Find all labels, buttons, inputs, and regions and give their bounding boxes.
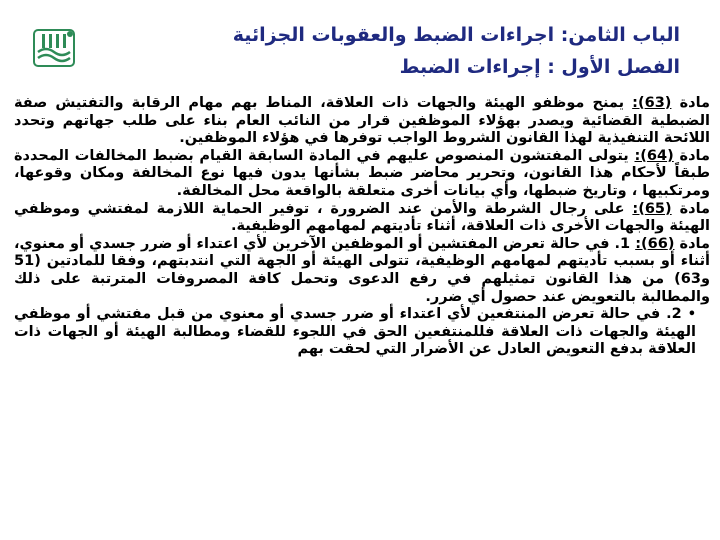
article-63 — [14, 95, 710, 148]
article-text: 1. في حالة تعرض المفتشين أو الموظفين الآخرين لأي اعتداء أو ضرر جسدي أو معنوي، أثناء أو بسبب تأديتهم لمهامهم الوظيفية، تتولى الهيئة أو الجهة التي انتدبتهم، وفقا للمادتين (51 و63) من هذا القانون تمثيلهم في رفع الدعوى وتحمل كافة المصروفات المترتبة على ذلك والمطالبة بالتعويض عند حصول أي ضرر. — [14, 235, 710, 305]
header — [80, 22, 680, 80]
article-number: (63): — [632, 95, 672, 111]
articles-body — [14, 95, 710, 359]
page-title: الباب الثامن: اجراءات الضبط والعقوبات الجزائية — [232, 24, 680, 46]
bullet-marker: • — [687, 307, 696, 323]
article-label: مادة — [679, 200, 710, 217]
article-text: يتولى المفتشون المنصوص عليهم في المادة السابقة القيام بضبط المخالفات المحددة طبقاً لأحكام هذا القانون، وتحرير محاضر ضبط بشأنها يدون فيها نوع المخالفة ومكان وقوعها، ومرتكبيها ، وتاريخ ضبطها، وأي بيانات أخرى متعلقة بالواقعة محل المخالفة. — [14, 147, 710, 199]
emblem-logo-icon — [28, 22, 80, 74]
emblem-logo-svg — [28, 22, 80, 74]
article-label: مادة — [679, 95, 710, 111]
article-number: (64): — [634, 147, 674, 164]
article-number: (65): — [632, 200, 672, 217]
article-text: يمنح موظفو الهيئة والجهات ذات العلاقة، المناط بهم مهام الرقابة والتفتيش صفة الضبطية القضائية ويصدر بهؤلاء الموظفين قرار من النائب العام بناء على طلب جهاتهم وتحدد اللائحة التنفيذية لهذا القانون الشروط الواجب توفرها في هؤلاء الموظفين. — [14, 95, 710, 147]
article-text: على رجال الشرطة والأمن عند الضرورة ، توفير الحماية اللازمة لمفتشي وموظفي الهيئة والجهات الأخرى ذات العلاقة، أثناء تأديتهم لمهامهم الوظيفية. — [14, 200, 710, 235]
article-number: (66): — [635, 235, 675, 252]
bullet-item — [14, 306, 710, 359]
article-64 — [14, 148, 710, 201]
page-subtitle: الفصل الأول : إجراءات الضبط — [399, 56, 680, 78]
article-label: مادة — [679, 235, 710, 252]
article-66 — [14, 236, 710, 306]
article-65 — [14, 201, 710, 236]
bullet-text: 2. في حالة تعرض المنتفعين لأي اعتداء أو ضرر جسدي أو معنوي من قبل مفتشي أو موظفي الهيئة والجهات ذات العلاقة فللمنتفعين الحق في اللجوء للقضاء ومطالبة الهيئة أو الجهات ذات العلاقة بدفع التعويض العادل عن الأضرار التي لحقت بهم — [14, 306, 696, 358]
article-label: مادة — [679, 147, 710, 164]
